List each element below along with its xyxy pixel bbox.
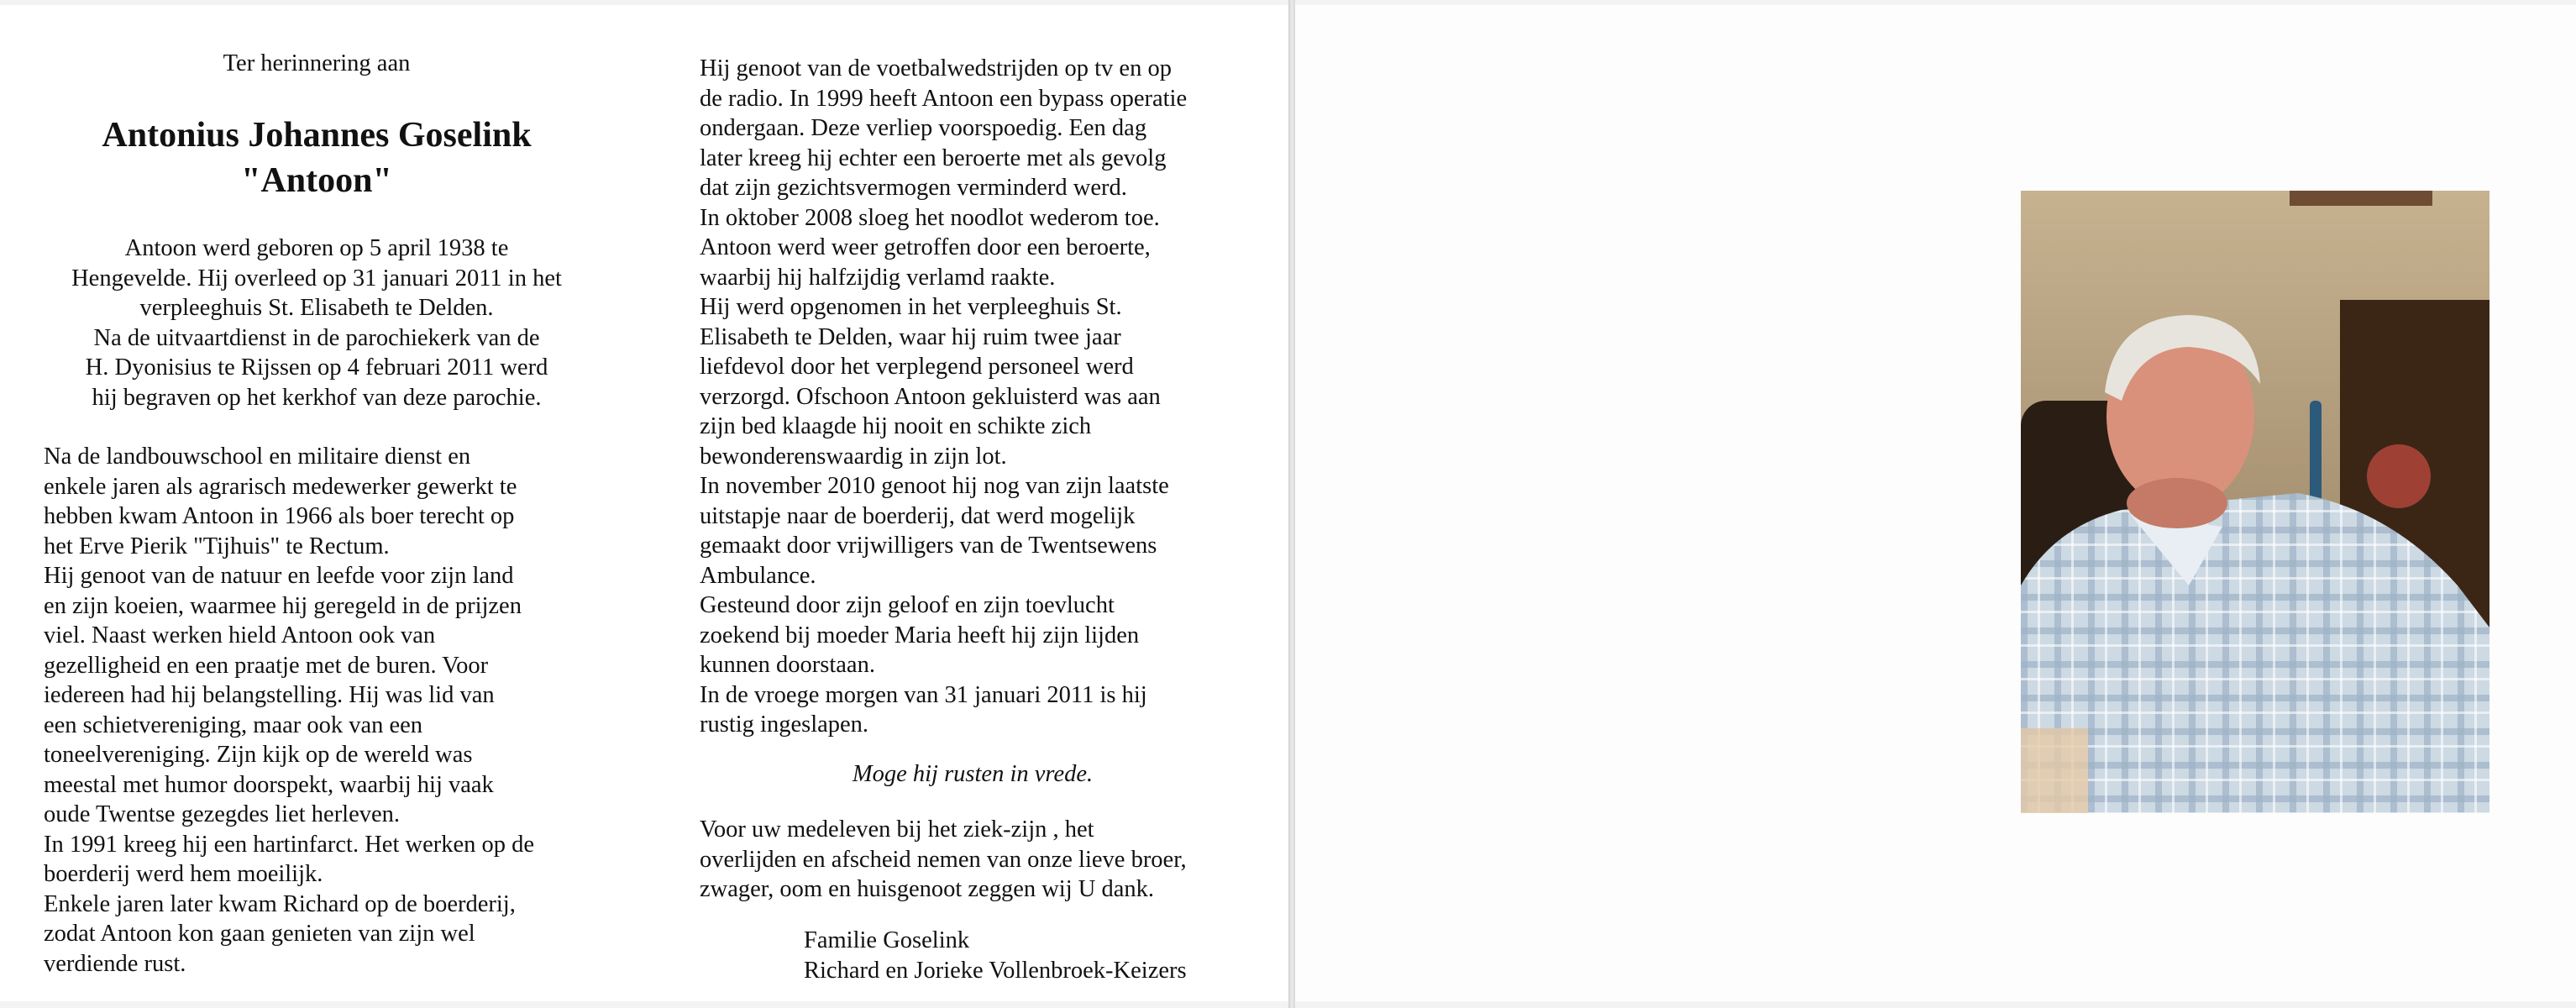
- text-line: toneelvereniging. Zijn kijk op de wereld was: [44, 742, 473, 768]
- text-line: zodat Antoon kon gaan genieten van zijn wel: [44, 921, 475, 947]
- text-line: rustig ingeslapen.: [700, 711, 869, 738]
- text-line: Hij genoot van de voetbalwedstrijden op tv en op: [700, 55, 1172, 81]
- text-line: Hij genoot van de natuur en leefde voor zijn land: [44, 563, 514, 589]
- text-line: Hengevelde. Hij overleed op 31 januari 2011 in het: [71, 265, 562, 291]
- text-line: Antoon werd weer getroffen door een beroerte,: [700, 234, 1151, 260]
- text-line: Hij werd opgenomen in het verpleeghuis St.: [700, 294, 1122, 320]
- intro-text: Ter herinnering aan: [223, 50, 411, 76]
- text-line: enkele jaren als agrarisch medewerker gewerkt te: [44, 473, 517, 500]
- text-line: zoekend bij moeder Maria heeft hij zijn lijden: [700, 622, 1140, 648]
- text-line: de radio. In 1999 heeft Antoon een bypass operatie: [700, 85, 1188, 112]
- motto: Moge hij rusten in vrede.: [852, 761, 1094, 787]
- text-line: ondergaan. Deze verliep voorspoedig. Een dag: [700, 115, 1147, 141]
- text-line: Antoon werd geboren op 5 april 1938 te: [124, 235, 509, 261]
- text-line: uitstapje naar de boerderij, dat werd mogelijk: [700, 502, 1136, 529]
- text-line: In oktober 2008 sloeg het noodlot wederom toe.: [700, 204, 1160, 231]
- bio-right-column: [700, 54, 1271, 740]
- deceased-name: [44, 113, 590, 203]
- text-line: verzorgd. Ofschoon Antoon gekluisterd was aan: [700, 383, 1161, 410]
- text-line: verdiende rust.: [44, 950, 186, 977]
- card-fold: [1288, 0, 1295, 1008]
- text-line: hij begraven op het kerkhof van deze parochie.: [92, 384, 542, 411]
- text-line: Elisabeth te Delden, waar hij ruim twee jaar: [700, 323, 1121, 350]
- bio-left-column: [44, 442, 615, 979]
- text-line: In 1991 kreeg hij een hartinfarct. Het werken op de: [44, 831, 535, 858]
- text-line: waarbij hij halfzijdig verlamd raakte.: [700, 264, 1056, 291]
- text-line: overlijden en afscheid nemen van onze lieve broer,: [700, 846, 1187, 873]
- text-line: later kreeg hij echter een beroerte met als gevolg: [700, 144, 1167, 171]
- text-line: kunnen doorstaan.: [700, 652, 875, 678]
- text-line: Na de uitvaartdienst in de parochiekerk van de: [93, 324, 540, 351]
- text-line: zijn bed klaagde hij nooit en schikte zich: [700, 413, 1092, 439]
- text-line: een schietvereniging, maar ook van een: [44, 711, 423, 738]
- text-line: gezelligheid en een praatje met de buren. Voor: [44, 652, 489, 679]
- signature-line: Familie Goselink: [804, 927, 970, 953]
- text-line: meestal met humor doorspekt, waarbij hij vaak: [44, 771, 494, 798]
- text-line: en zijn koeien, waarmee hij geregeld in de prijzen: [44, 592, 522, 619]
- portrait-photo: [2021, 191, 2489, 813]
- text-line: boerderij werd hem moeilijk.: [44, 861, 323, 887]
- text-line: liefdevol door het verplegend personeel werd: [700, 354, 1134, 380]
- text-line: Gesteund door zijn geloof en zijn toevlucht: [700, 592, 1115, 618]
- signature: [804, 926, 1274, 985]
- bio-centered: [44, 234, 590, 412]
- text-line: gemaakt door vrijwilligers van de Twentsewens: [700, 533, 1157, 559]
- text-line: Ambulance.: [700, 562, 816, 589]
- text-line: Voor uw medeleven bij het ziek-zijn , het: [700, 816, 1094, 843]
- text-line: iedereen had hij belangstelling. Hij was lid van: [44, 682, 495, 708]
- text-line: het Erve Pierik "Tijhuis" te Rectum.: [44, 533, 390, 559]
- signature-line: Richard en Jorieke Vollenbroek-Keizers: [804, 957, 1187, 984]
- text-line: H. Dyonisius te Rijssen op 4 februari 2011 werd: [85, 354, 548, 381]
- nickname: "Antoon": [241, 161, 392, 200]
- text-line: hebben kwam Antoon in 1966 als boer terecht op: [44, 503, 515, 529]
- text-line: oude Twentse gezegdes liet herleven.: [44, 801, 401, 827]
- text-line: zwager, oom en huisgenoot zeggen wij U dank.: [700, 876, 1154, 902]
- text-line: viel. Naast werken hield Antoon ook van: [44, 622, 436, 648]
- text-line: bewonderenswaardig in zijn lot.: [700, 443, 1007, 470]
- text-line: In november 2010 genoot hij nog van zijn laatste: [700, 473, 1169, 499]
- text-line: Na de landbouwschool en militaire dienst en: [44, 444, 471, 470]
- text-line: dat zijn gezichtsvermogen verminderd werd.: [700, 175, 1127, 201]
- full-name: Antonius Johannes Goselink: [102, 116, 532, 155]
- text-line: In de vroege morgen van 31 januari 2011 is hij: [700, 681, 1147, 708]
- text-line: verpleeghuis St. Elisabeth te Delden.: [139, 295, 494, 321]
- thanks-paragraph: [700, 815, 1271, 905]
- text-line: Enkele jaren later kwam Richard op de boerderij,: [44, 890, 516, 917]
